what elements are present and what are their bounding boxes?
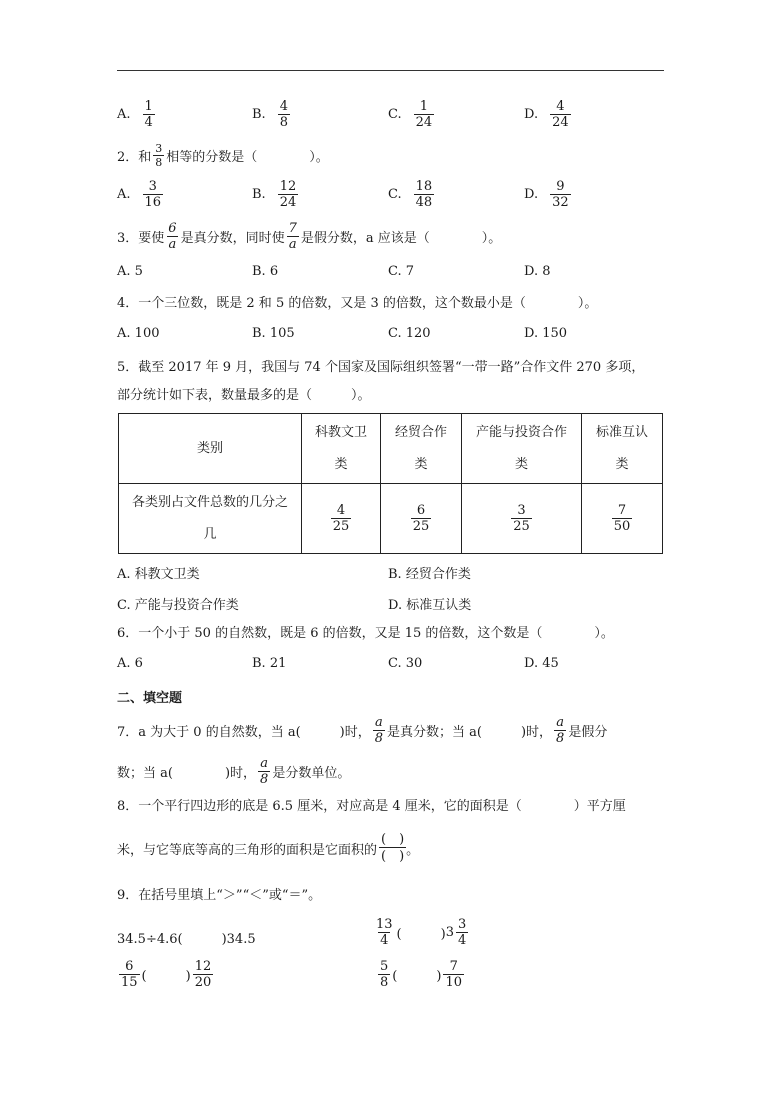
q6-option-a[interactable]: A. 6 [117,656,143,671]
fraction: $\frac{7}{a}$ [288,221,297,252]
fraction: $\frac{a}{8}$ [556,715,565,746]
fraction: $\frac{4}{25}$ [332,502,350,534]
fraction: $\frac{1}{24}$ [415,99,433,130]
question-8-line1: 8．一个平行四边形的底是 6.5 厘米，对应高是 4 厘米，它的面积是（ ）平方厘 [117,799,626,814]
q3-option-c[interactable]: C. 7 [388,264,415,279]
fraction: $\frac{13}{4}$ [376,917,393,948]
fraction: $\frac{4}{24}$ [552,99,569,130]
table-cell [302,484,381,554]
header-rule [117,70,664,71]
fraction: $\frac{6}{a}$ [168,221,177,252]
category-table [118,413,663,554]
fraction: $\frac{9}{32}$ [552,179,569,210]
table-cell [381,484,462,554]
q3-option-a[interactable]: A. 5 [117,264,143,279]
question-3: 3．要使 $\frac{6}{a}$ 是真分数，同时使 $\frac{7}{a}$ 是假分数，a 应该是（ ）。 [117,221,502,252]
q3-option-b[interactable]: B. 6 [252,264,279,279]
table-cell [462,484,582,554]
table-cell [582,484,663,554]
q9-item-1[interactable]: 34.5÷4.6( )34.5 [117,932,256,947]
fraction: $\frac{12}{20}$ [194,959,212,990]
question-9: 9．在括号里填上“＞”“＜”或“＝”。 [117,888,322,903]
q3-option-d[interactable]: D. 8 [524,264,551,279]
table-header-category: 类别 [119,414,302,484]
fraction: $\frac{a}{8}$ [374,715,383,746]
fraction: $\frac{3}{8}$ [155,142,163,169]
fraction: $\frac{a}{8}$ [260,756,269,787]
table-header-col2: 经贸合作 类 [381,414,462,484]
q5-option-b[interactable]: B. 经贸合作类 [388,567,471,582]
q1-option-d[interactable]: D. $\frac{4}{24}$ [524,99,569,130]
q2-option-b[interactable]: B. $\frac{12}{24}$ [252,179,297,210]
fraction: $\frac{7}{50}$ [613,502,631,534]
fraction: $\frac{7}{10}$ [445,959,462,990]
section-title: 二、填空题 [117,691,183,706]
fraction: $\frac{3}{4}$ [457,917,467,948]
q6-option-d[interactable]: D. 45 [524,656,559,671]
answer-fraction-box[interactable]: ( ) ( ) [381,832,405,864]
q6-option-c[interactable]: C. 30 [388,656,423,671]
fraction: $\frac{6}{25}$ [412,502,430,534]
q1-option-c[interactable]: C. $\frac{1}{24}$ [388,99,433,130]
q5-option-c[interactable]: C. 产能与投资合作类 [117,598,239,613]
q4-option-d[interactable]: D. 150 [524,326,568,341]
fraction: $\frac{3}{16}$ [144,179,162,210]
fraction: $\frac{3}{25}$ [513,502,530,534]
table-header-col3: 产能与投资合作 类 [462,414,582,484]
q4-option-c[interactable]: C. 120 [388,326,431,341]
q5-option-a[interactable]: A. 科教文卫类 [117,567,200,582]
fraction: $\frac{1}{4}$ [144,99,153,130]
question-4: 4．一个三位数，既是 2 和 5 的倍数，又是 3 的倍数，这个数最小是（ ）。 [117,296,598,311]
question-7-line1: 7．a 为大于 0 的自然数，当 a( )时， $\frac{a}{8}$ 是真分数；当 a( )时， $\frac{a}{8}$ 是假分 [117,715,608,746]
q4-option-a[interactable]: A. 100 [117,326,160,341]
q6-option-b[interactable]: B. 21 [252,656,287,671]
question-5-line2: 部分统计如下表，数量最多的是（ ）。 [117,388,371,403]
q9-item-3[interactable]: $\frac{6}{15}$ ( ) $\frac{12}{20}$ [121,959,212,990]
fraction: $\frac{18}{48}$ [415,179,433,210]
q1-option-b[interactable]: B. $\frac{4}{8}$ [252,99,288,130]
question-2: 2．和 $\frac{3}{8}$ 相等的分数是（ ）。 [117,142,329,169]
question-7-line2: 数；当 a( )时， $\frac{a}{8}$ 是分数单位。 [117,756,351,787]
q1-option-a[interactable]: A. $\frac{1}{4}$ [117,99,153,130]
fraction: $\frac{5}{8}$ [380,959,389,990]
q4-option-b[interactable]: B. 105 [252,326,295,341]
table-header-col4: 标准互认 类 [582,414,663,484]
q9-item-4[interactable]: $\frac{5}{8}$ ( ) $\frac{7}{10}$ [380,959,462,990]
table-row-label: 各类别占文件总数的几分之 几 [119,484,302,554]
question-8-line2: 米，与它等底等高的三角形的面积是它面积的 ( ) ( ) 。 [117,832,420,864]
fraction: $\frac{6}{15}$ [121,959,138,990]
fraction: $\frac{4}{8}$ [279,99,288,130]
fraction: $\frac{12}{24}$ [279,179,297,210]
q5-option-d[interactable]: D. 标准互认类 [388,598,472,613]
q2-option-a[interactable]: A. $\frac{3}{16}$ [117,179,162,210]
question-5-line1: 5．截至 2017 年 9 月，我国与 74 个国家及国际组织签署“一带一路”合作文件 270 多项， [117,360,645,375]
q2-option-d[interactable]: D. $\frac{9}{32}$ [524,179,569,210]
question-6: 6．一个小于 50 的自然数，既是 6 的倍数，又是 15 的倍数，这个数是（ ）。 [117,626,614,641]
q9-item-2[interactable]: $\frac{13}{4}$ ( ) 3 $\frac{3}{4}$ [376,917,467,948]
q2-option-c[interactable]: C. $\frac{18}{48}$ [388,179,433,210]
table-header-col1: 科教文卫 类 [302,414,381,484]
